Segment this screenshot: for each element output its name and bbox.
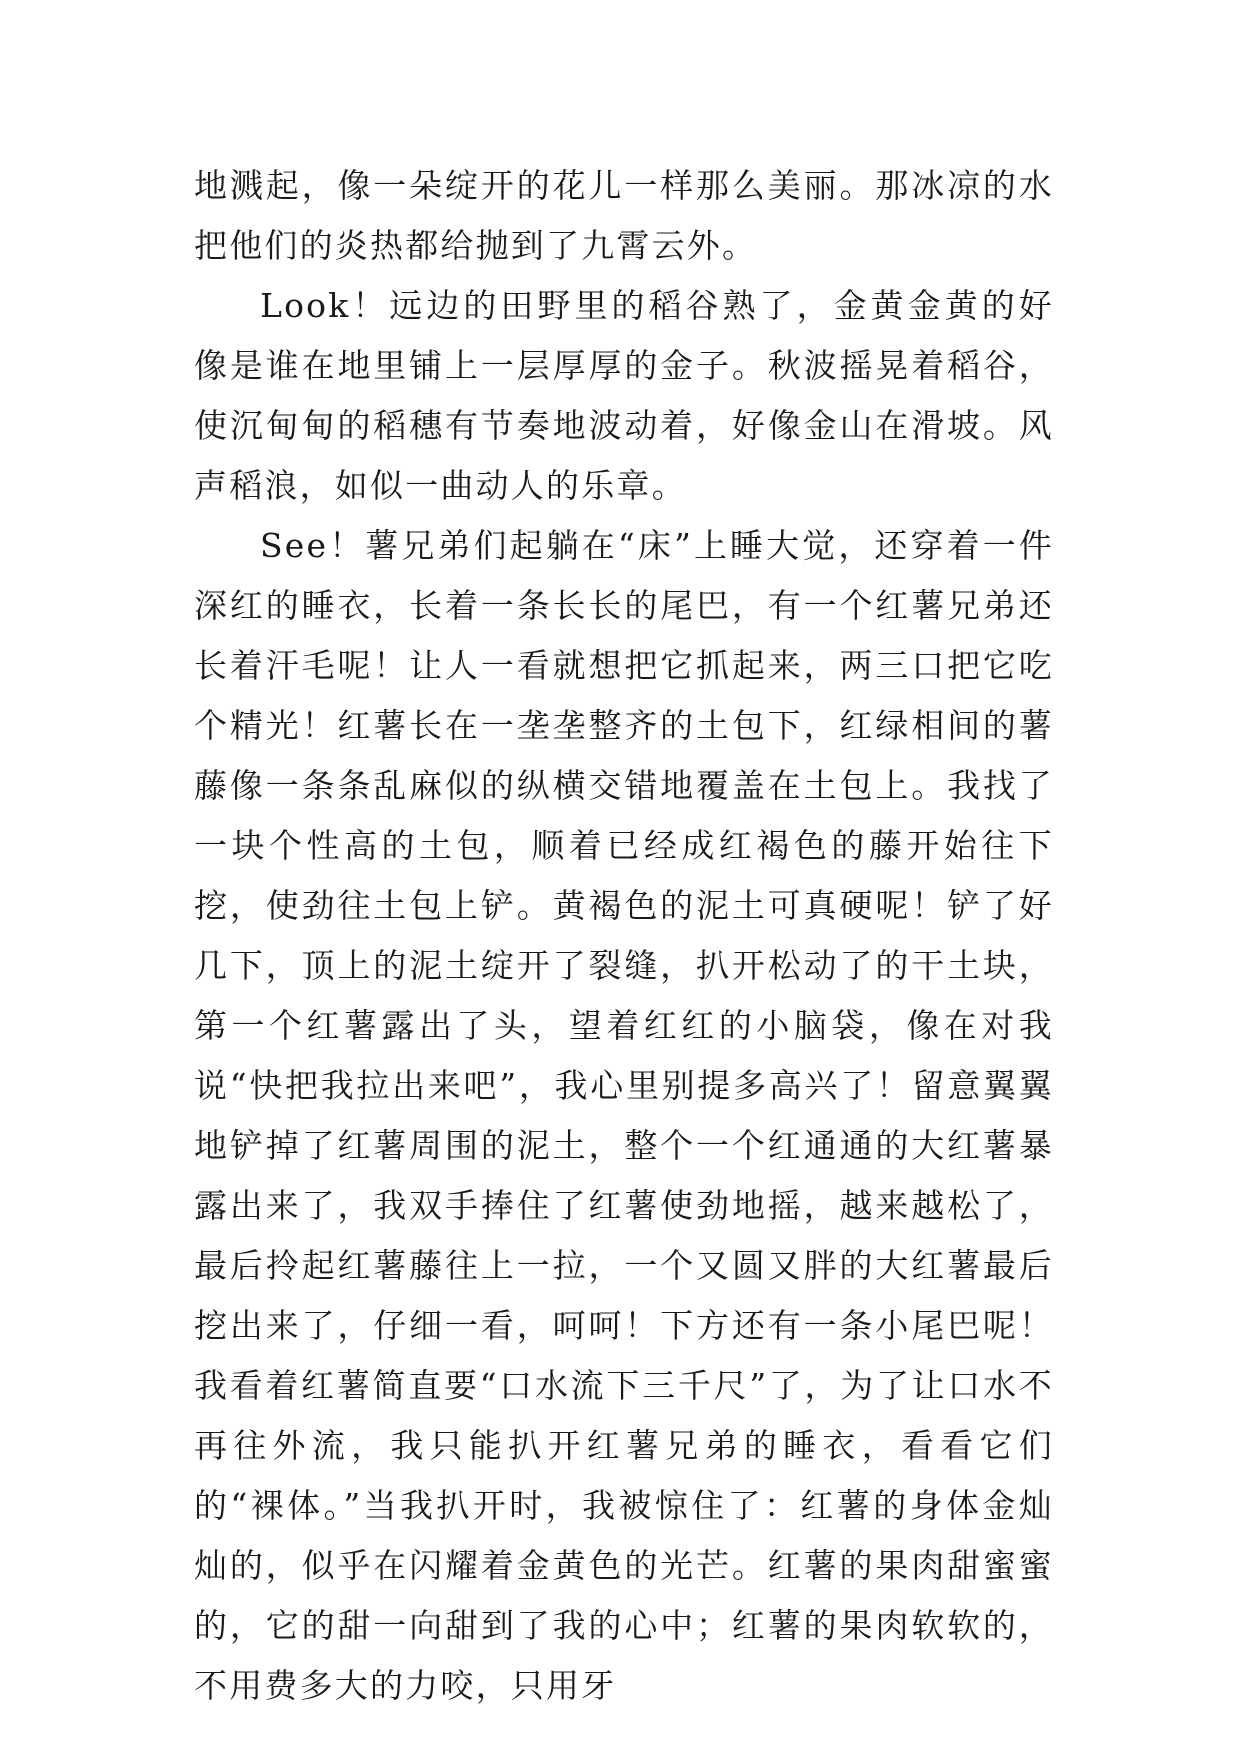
paragraph-rice-field: Look！远边的田野里的稻谷熟了，金黄金黄的好像是谁在地里铺上一层厚厚的金子。秋波摇晃着稻谷，使沉甸甸的稻穗有节奏地波动着，好像金山在滑坡。风声稻浪，如似一曲动人的乐章。	[194, 286, 1054, 505]
paragraph-sweet-potato: See！薯兄弟们起躺在“床”上睡大觉，还穿着一件深红的睡衣，长着一条长长的尾巴，有一个红薯兄弟还长着汗毛呢！让人一看就想把它抓起来，两三口把它吃个精光！红薯长在一垄垄整齐的土包下，红绿相间的薯藤像一条条乱麻似的纵横交错地覆盖在土包上。我找了一块个性高的土包，顺着已经成红褐色的藤开始往下挖，使劲往土包上铲。黄褐色的泥土可真硬呢！铲了好几下，顶上的泥土绽开了裂缝，扒开松动了的干土块，第一个红薯露出了头，望着红红的小脑袋，像在对我说“快把我拉出来吧”，我心里别提多高兴了！留意翼翼地铲掉了红薯周围的泥土，整个一个红通通的大红薯暴露出来了，我双手捧住了红薯使劲地摇，越来越松了，最后拎起红薯藤往上一拉，一个又圆又胖的大红薯最后挖出来了，仔细一看，呵呵！下方还有一条小尾巴呢！我看着红薯简直要“口水流下三千尺”了，为了让口水不再往外流，我只能扒开红薯兄弟的睡衣，看看它们的“裸体。”当我扒开时，我被惊住了：红薯的身体金灿灿的，似乎在闪耀着金黄色的光芒。红薯的果肉甜蜜蜜的，它的甜一向甜到了我的心中；红薯的果肉软软的，不用费多大的力咬，只用牙	[194, 526, 1054, 1705]
paragraph-continuation: 地溅起，像一朵绽开的花儿一样那么美丽。那冰凉的水把他们的炎热都给抛到了九霄云外。	[194, 166, 1054, 265]
document-page	[194, 156, 1054, 1716]
